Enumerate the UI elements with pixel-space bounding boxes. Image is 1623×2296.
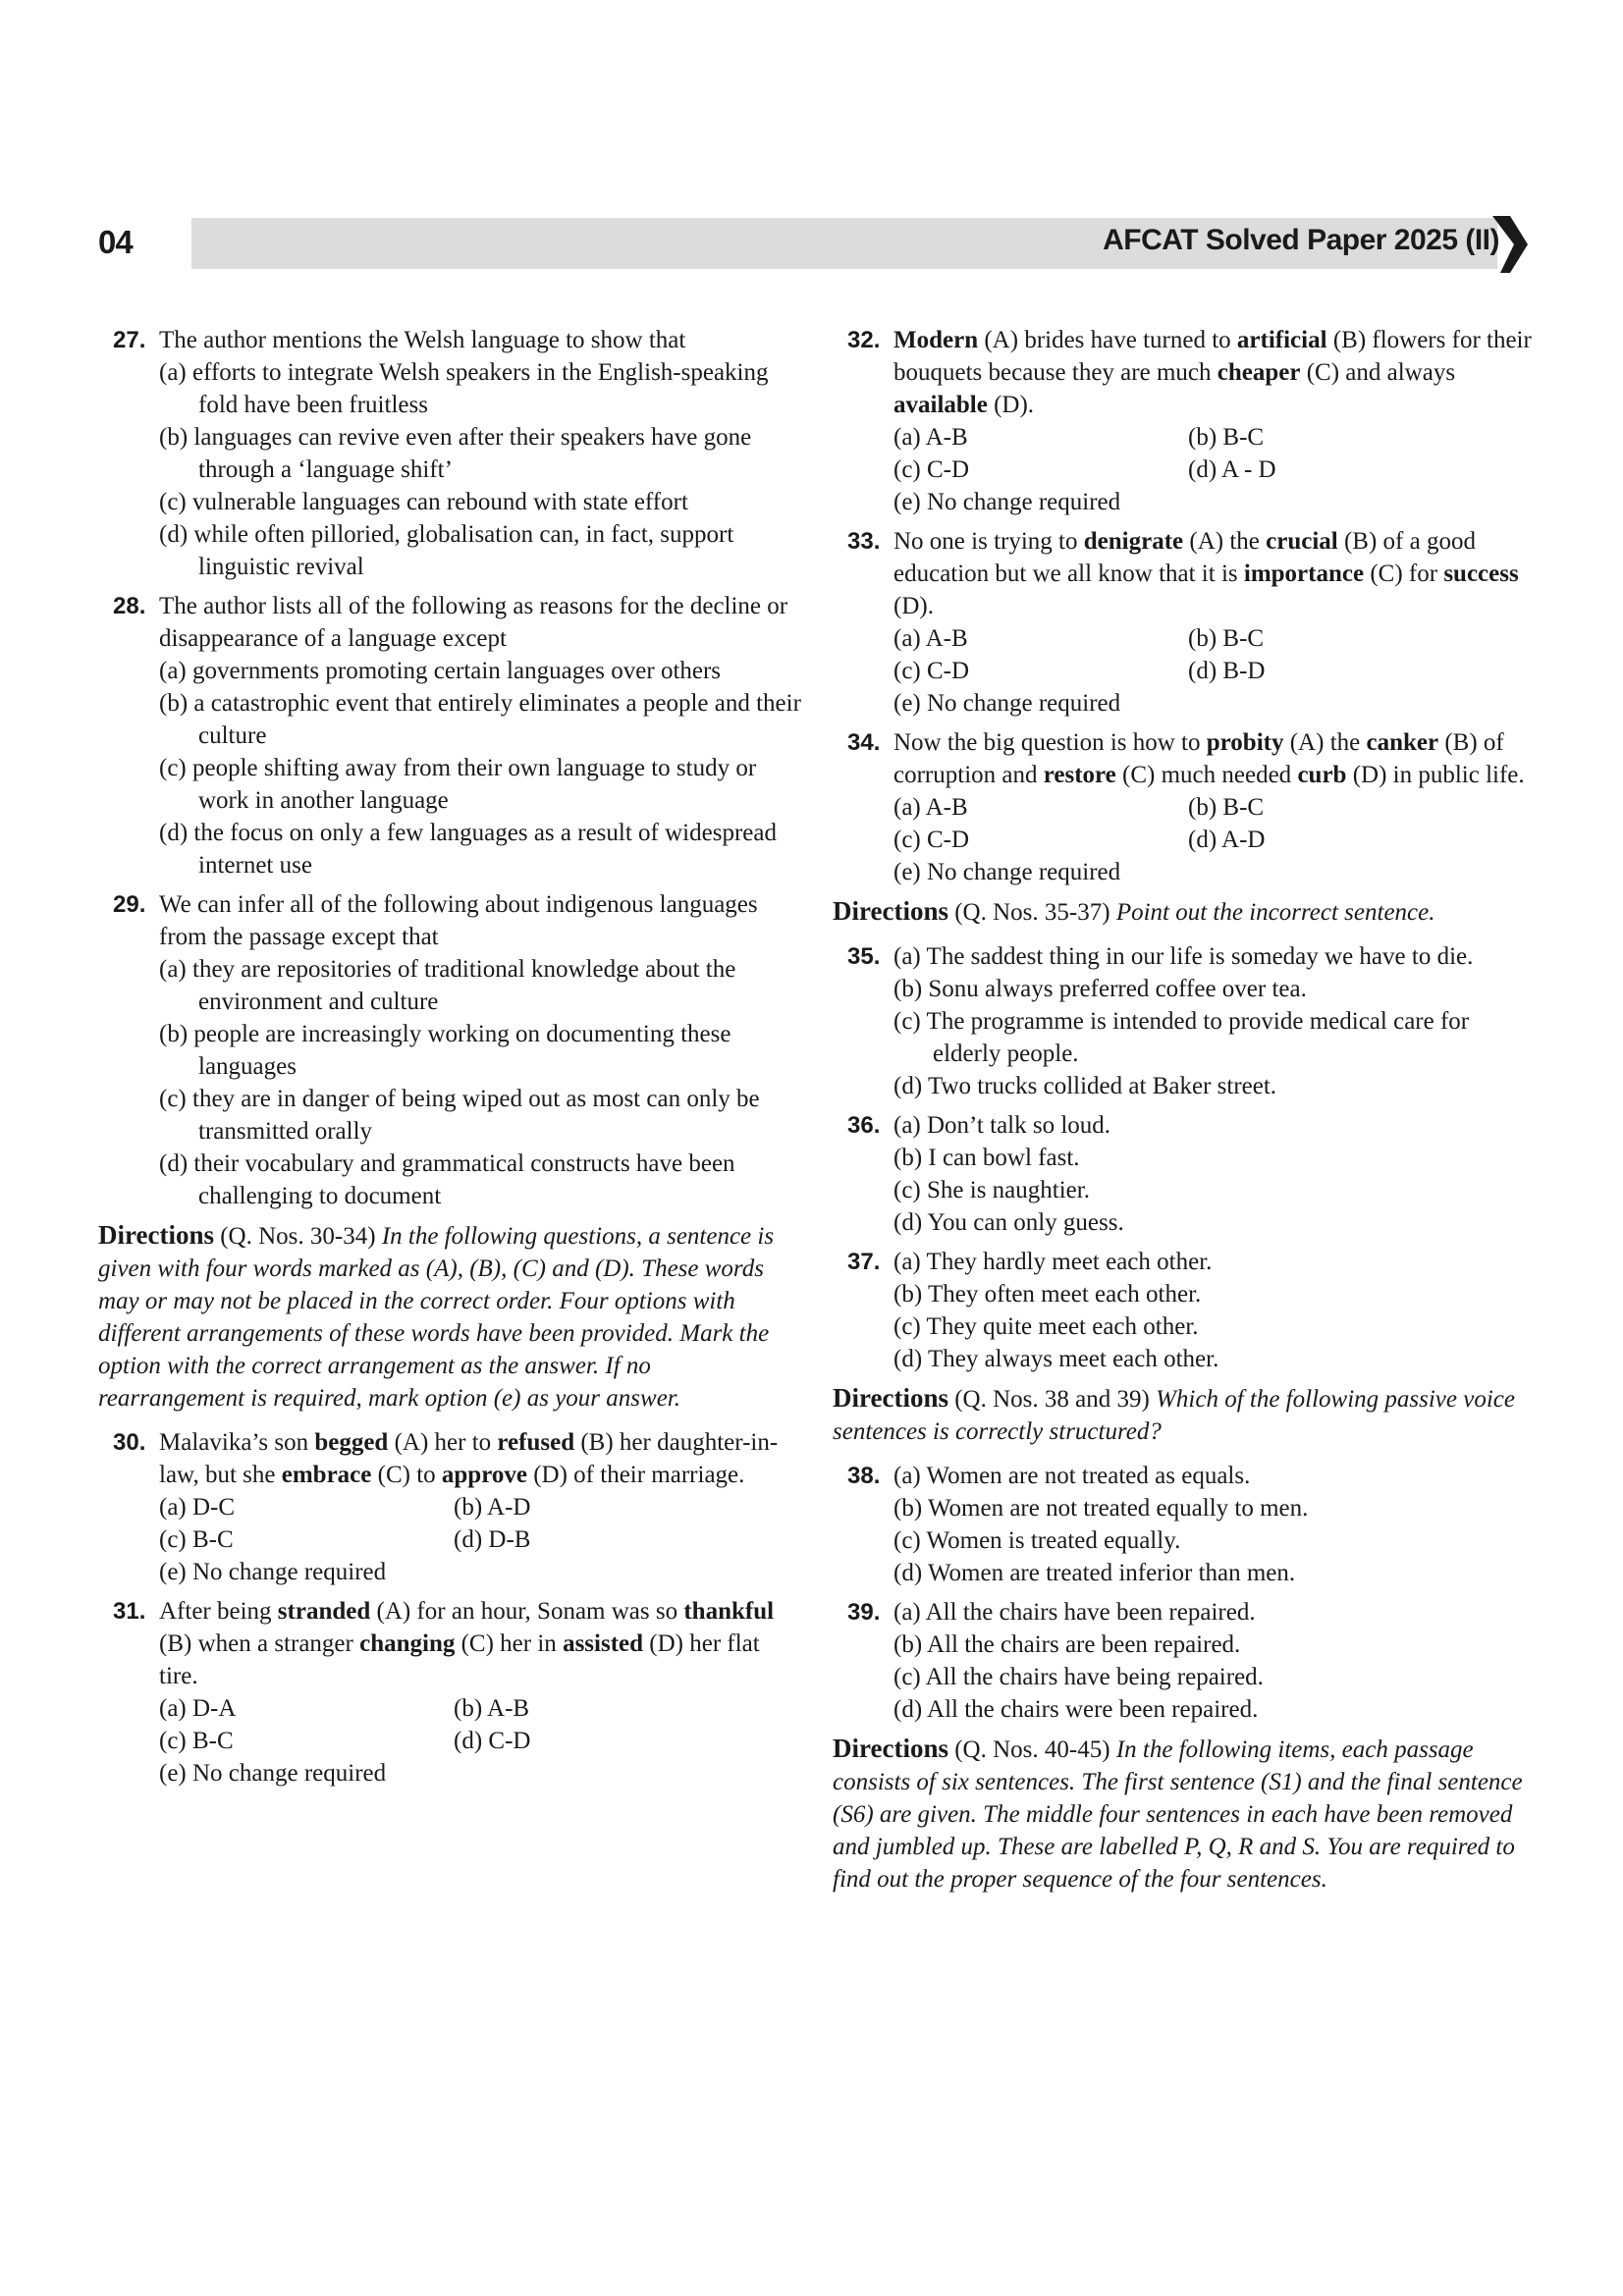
- directions-text: Point out the incorrect sentence.: [1115, 899, 1435, 926]
- directions-label: Directions: [833, 1734, 948, 1763]
- question-stem: Now the big question is how to probity (A) the canker (B) of corruption and restore (C) much needed curb (D) in public life.: [893, 729, 1525, 788]
- question-stem: Modern (A) brides have turned to artificial (B) flowers for their bouquets because they are much cheaper (C) and always available (D).: [893, 327, 1532, 418]
- option-a: (a) They hardly meet each other.: [893, 1249, 1213, 1275]
- question-32: [833, 324, 1532, 518]
- option-d: (d) their vocabulary and grammatical constructs have been challenging to document: [159, 1150, 735, 1209]
- option-a: (a) The saddest thing in our life is someday we have to die.: [893, 943, 1474, 970]
- directions-label: Directions: [833, 896, 948, 926]
- option-a: (a) D-A: [159, 1695, 237, 1722]
- option-a: (a) Don’t talk so loud.: [893, 1112, 1111, 1139]
- option-d: (d) the focus on only a few languages as a result of widespread internet use: [159, 820, 777, 879]
- option-d: (d) Two trucks collided at Baker street.: [893, 1073, 1277, 1099]
- question-stem: No one is trying to denigrate (A) the crucial (B) of a good education but we all know that it is importance (C) for success (D).: [893, 528, 1519, 619]
- options-grid: [893, 421, 1532, 486]
- option-b: (b) B-C: [1188, 625, 1265, 652]
- question-31: [98, 1595, 803, 1789]
- question-number: 31.: [113, 1598, 146, 1625]
- option-d: (d) They always meet each other.: [893, 1346, 1219, 1372]
- question-27: [98, 324, 803, 583]
- option-d: (d) D-B: [454, 1526, 531, 1553]
- option-c: (c) B-C: [159, 1728, 234, 1754]
- option-c: (c) people shifting away from their own language to study or work in another language: [159, 755, 757, 814]
- options-grid: [893, 791, 1532, 856]
- question-38: [833, 1460, 1532, 1589]
- options-grid: [893, 622, 1532, 687]
- question-number: 28.: [113, 593, 146, 619]
- directions-qnos: (Q. Nos. 40-45): [954, 1736, 1110, 1763]
- option-d: (d) Women are treated inferior than men.: [893, 1560, 1296, 1586]
- option-c: (c) They quite meet each other.: [893, 1313, 1199, 1340]
- option-b: (b) I can bowl fast.: [893, 1145, 1080, 1171]
- option-c: (c) vulnerable languages can rebound with state effort: [159, 489, 688, 515]
- option-e: (e) No change required: [893, 859, 1121, 885]
- question-stem: Malavika’s son begged (A) her to refused (B) her daughter-in-law, but she embrace (C) to approve (D) of their marriage.: [159, 1429, 779, 1488]
- question-number: 33.: [847, 528, 881, 555]
- option-b: (b) They often meet each other.: [893, 1281, 1202, 1308]
- question-28: [98, 590, 803, 881]
- question-37: [833, 1246, 1532, 1375]
- directions-qnos: (Q. Nos. 38 and 39): [954, 1386, 1150, 1413]
- option-c: (c) C-D: [893, 456, 970, 483]
- option-d: (d) A - D: [1188, 456, 1276, 483]
- directions-label: Directions: [98, 1220, 214, 1250]
- option-d: (d) All the chairs were been repaired.: [893, 1696, 1259, 1723]
- question-number: 30.: [113, 1429, 146, 1456]
- option-b: (b) people are increasingly working on documenting these languages: [159, 1021, 731, 1080]
- question-number: 39.: [847, 1599, 881, 1626]
- option-a: (a) Women are not treated as equals.: [893, 1463, 1251, 1489]
- option-e: (e) No change required: [159, 1559, 387, 1585]
- question-36: [833, 1109, 1532, 1239]
- question-29: [98, 888, 803, 1212]
- option-c: (c) Women is treated equally.: [893, 1527, 1181, 1554]
- option-c: (c) C-D: [893, 827, 970, 853]
- option-c: (c) All the chairs have being repaired.: [893, 1664, 1264, 1690]
- option-d: (d) while often pilloried, globalisation can, in fact, support linguistic revival: [159, 521, 734, 580]
- directions-label: Directions: [833, 1383, 948, 1413]
- option-b: (b) a catastrophic event that entirely eliminates a people and their culture: [159, 690, 801, 749]
- question-number: 36.: [847, 1112, 881, 1139]
- right-column: [833, 324, 1532, 1907]
- directions-text: Which of the following passive voice sentences is correctly structured?: [833, 1386, 1515, 1445]
- options-grid: [159, 1491, 803, 1556]
- directions-text: In the following questions, a sentence is given with four words marked as (A), (B), (C) and (D). These words may or may not be placed in the correct order. Four options with different arrangements of these words have been provided. Mark the option with the correct arrangement as the answer. If no rearrangement is required, mark option (e) as your answer.: [98, 1223, 775, 1412]
- option-d: (d) You can only guess.: [893, 1209, 1124, 1236]
- directions-30-34: [98, 1219, 803, 1415]
- option-a: (a) A-B: [893, 625, 968, 652]
- directions-qnos: (Q. Nos. 30-34): [220, 1223, 376, 1250]
- option-a: (a) they are repositories of traditional knowledge about the environment and culture: [159, 956, 736, 1015]
- option-a: (a) D-C: [159, 1494, 236, 1521]
- options-grid: [159, 1692, 803, 1757]
- question-33: [833, 525, 1532, 720]
- directions-qnos: (Q. Nos. 35-37): [954, 899, 1110, 926]
- option-d: (d) C-D: [454, 1728, 531, 1754]
- page-number: 04: [98, 224, 133, 260]
- directions-35-37: [833, 895, 1532, 929]
- option-c: (c) The programme is intended to provide medical care for elderly people.: [893, 1008, 1470, 1067]
- directions-text: In the following items, each passage consists of six sentences. The first sentence (S1) and the final sentence (S6) are given. The middle four sentences in each have been removed and jumbled up. These are labelled P, Q, R and S. You are required to find out the proper sequence of the four sentences.: [833, 1736, 1523, 1893]
- option-b: (b) Sonu always preferred coffee over tea.: [893, 976, 1307, 1002]
- option-a: (a) governments promoting certain languages over others: [159, 658, 722, 684]
- question-number: 29.: [113, 891, 146, 918]
- question-39: [833, 1596, 1532, 1726]
- question-number: 34.: [847, 729, 881, 756]
- option-a: (a) efforts to integrate Welsh speakers in the English-speaking fold have been fruitless: [159, 359, 769, 418]
- question-stem: The author lists all of the following as reasons for the decline or disappearance of a language except: [159, 593, 788, 652]
- question-number: 27.: [113, 327, 146, 353]
- question-35: [833, 940, 1532, 1102]
- question-stem: The author mentions the Welsh language to show that: [159, 327, 686, 353]
- question-stem: We can infer all of the following about indigenous languages from the passage except that: [159, 891, 758, 950]
- option-d: (d) B-D: [1188, 658, 1266, 684]
- option-a: (a) A-B: [893, 794, 968, 821]
- question-number: 38.: [847, 1463, 881, 1489]
- option-c: (c) they are in danger of being wiped out as most can only be transmitted orally: [159, 1086, 760, 1145]
- option-c: (c) She is naughtier.: [893, 1177, 1090, 1203]
- option-d: (d) A-D: [1188, 827, 1266, 853]
- option-e: (e) No change required: [159, 1760, 387, 1787]
- question-30: [98, 1426, 803, 1588]
- option-b: (b) A-B: [454, 1695, 530, 1722]
- directions-38-39: [833, 1382, 1532, 1448]
- question-number: 37.: [847, 1249, 881, 1275]
- question-stem: After being stranded (A) for an hour, Sonam was so thankful (B) when a stranger changing (C) her in assisted (D) her flat tire.: [159, 1598, 775, 1689]
- paper-title: AFCAT Solved Paper 2025 (II): [1103, 224, 1499, 256]
- question-number: 35.: [847, 943, 881, 970]
- option-b: (b) B-C: [1188, 794, 1265, 821]
- option-b: (b) All the chairs are been repaired.: [893, 1631, 1241, 1658]
- option-b: (b) Women are not treated equally to men.: [893, 1495, 1309, 1522]
- option-b: (b) B-C: [1188, 424, 1265, 451]
- left-column: [98, 324, 803, 1796]
- option-c: (c) B-C: [159, 1526, 234, 1553]
- option-a: (a) A-B: [893, 424, 968, 451]
- directions-40-45: [833, 1733, 1532, 1896]
- option-b: (b) A-D: [454, 1494, 531, 1521]
- option-e: (e) No change required: [893, 690, 1121, 717]
- option-b: (b) languages can revive even after their speakers have gone through a ‘language shift’: [159, 424, 752, 483]
- question-number: 32.: [847, 327, 881, 353]
- chevron-right-icon: [1490, 214, 1530, 275]
- option-c: (c) C-D: [893, 658, 970, 684]
- question-34: [833, 726, 1532, 888]
- option-a: (a) All the chairs have been repaired.: [893, 1599, 1256, 1626]
- option-e: (e) No change required: [893, 489, 1121, 515]
